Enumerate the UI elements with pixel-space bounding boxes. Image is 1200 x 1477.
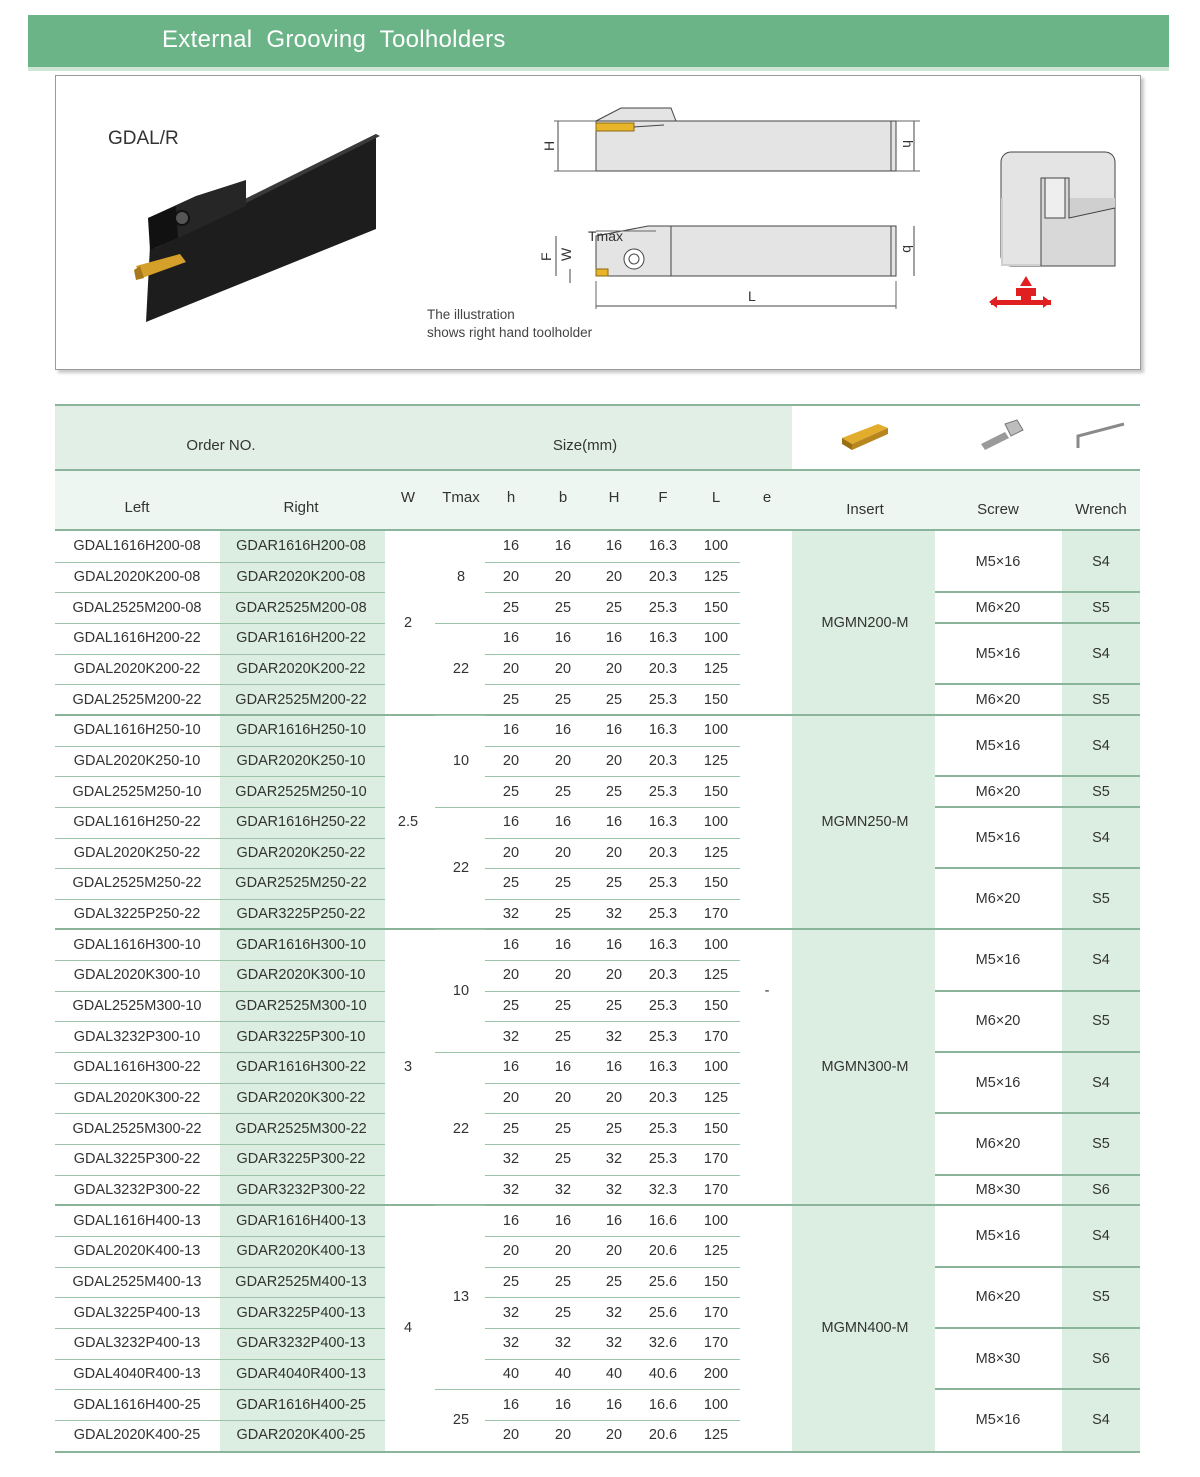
size-value: 25	[554, 1120, 572, 1137]
size-value: 125	[703, 752, 729, 769]
order-code: GDAL1616H200-08	[73, 538, 201, 555]
svg-text:h: h	[900, 140, 916, 148]
column-header-screw: Screw	[977, 501, 1019, 518]
screw-value: M5×16	[975, 553, 1021, 570]
size-value: 20	[605, 1090, 623, 1107]
wrench-value: S5	[1092, 783, 1110, 800]
order-code: GDAR2020K200-22	[236, 660, 366, 677]
order-code: GDAL2020K200-22	[73, 660, 201, 677]
size-value: 25	[605, 875, 623, 892]
tmax-value: 10	[452, 982, 470, 999]
order-code: GDAR1616H250-10	[236, 722, 366, 739]
size-value: 32	[605, 1028, 623, 1045]
size-value: 150	[703, 599, 729, 616]
size-value: 125	[703, 1427, 729, 1444]
column-header-e: e	[762, 489, 772, 506]
size-value: 16.3	[648, 814, 678, 831]
toolholder-3d-image	[126, 126, 386, 326]
size-value: 25.3	[648, 783, 678, 800]
order-code: GDAL2525M300-22	[72, 1120, 202, 1137]
column-header-h: h	[506, 489, 516, 506]
size-value: 32	[502, 1181, 520, 1198]
wrench-value: S4	[1092, 829, 1110, 846]
size-value: 25	[502, 691, 520, 708]
insert-icon	[838, 416, 892, 452]
order-code: GDAR3225P300-10	[236, 1028, 366, 1045]
size-value: 150	[703, 1273, 729, 1290]
order-code: GDAL2525M300-10	[72, 998, 202, 1015]
wrench-icon	[1072, 418, 1128, 452]
size-value: 170	[703, 1151, 729, 1168]
size-value: 25.3	[648, 906, 678, 923]
size-value: 25.6	[648, 1304, 678, 1321]
tmax-value: 22	[452, 1120, 470, 1137]
screw-value: M6×20	[975, 599, 1021, 616]
tmax-value: 22	[452, 860, 470, 877]
size-value: 16	[605, 630, 623, 647]
order-code: GDAR3225P400-13	[236, 1304, 366, 1321]
size-value: 25	[554, 691, 572, 708]
size-value: 25.3	[648, 998, 678, 1015]
size-value: 16.6	[648, 1212, 678, 1229]
size-value: 32.6	[648, 1335, 678, 1352]
size-value: 32	[502, 1028, 520, 1045]
order-code: GDAR2525M300-10	[235, 998, 367, 1015]
screw-value: M8×30	[975, 1350, 1021, 1367]
screw-value: M6×20	[975, 890, 1021, 907]
order-code: GDAL3225P300-22	[73, 1151, 201, 1168]
w-value: 2	[403, 614, 413, 631]
size-value: 16	[554, 1396, 572, 1413]
size-value: 20	[554, 1427, 572, 1444]
column-header-f: F	[658, 489, 668, 506]
size-value: 20	[605, 660, 623, 677]
column-header-insert: Insert	[846, 501, 884, 518]
column-header-b: b	[558, 489, 568, 506]
size-value: 16	[502, 538, 520, 555]
size-value: 20	[554, 1243, 572, 1260]
size-value: 20.6	[648, 1243, 678, 1260]
size-value: 150	[703, 691, 729, 708]
order-code: GDAR1616H200-08	[236, 538, 366, 555]
order-code: GDAR1616H300-10	[236, 936, 366, 953]
order-code: GDAR2020K400-13	[236, 1243, 366, 1260]
screw-value: M5×16	[975, 1074, 1021, 1091]
size-value: 25.3	[648, 1151, 678, 1168]
size-value: 25	[605, 998, 623, 1015]
size-value: 32	[502, 906, 520, 923]
tmax-value: 8	[456, 568, 466, 585]
size-value: 25.3	[648, 599, 678, 616]
svg-text:W: W	[558, 247, 574, 261]
column-header-h: H	[608, 489, 620, 506]
title-banner	[28, 15, 1169, 71]
size-value: 16	[502, 722, 520, 739]
wrench-value: S5	[1092, 599, 1110, 616]
size-value: 16	[502, 814, 520, 831]
screw-value: M8×30	[975, 1181, 1021, 1198]
size-value: 16.3	[648, 936, 678, 953]
order-code: GDAL2525M250-10	[72, 783, 202, 800]
insert-value: MGMN250-M	[821, 814, 909, 831]
svg-text:L: L	[748, 288, 756, 304]
size-value: 25	[605, 1120, 623, 1137]
wrench-value: S4	[1092, 1074, 1110, 1091]
order-code: GDAR2525M300-22	[235, 1120, 367, 1137]
column-header-l: L	[711, 489, 721, 506]
order-code: GDAR2020K250-22	[236, 844, 366, 861]
screw-icon	[977, 416, 1027, 456]
order-code: GDAL2020K250-10	[73, 752, 201, 769]
size-value: 125	[703, 660, 729, 677]
size-value: 170	[703, 1181, 729, 1198]
order-code: GDAL1616H200-22	[73, 630, 201, 647]
order-code: GDAL2525M250-22	[72, 875, 202, 892]
size-value: 32	[605, 1151, 623, 1168]
order-code: GDAR2020K200-08	[236, 568, 366, 585]
header-size: Size(mm)	[552, 437, 618, 454]
tmax-value: 22	[452, 660, 470, 677]
order-code: GDAL2525M400-13	[72, 1273, 202, 1290]
size-value: 20	[502, 1090, 520, 1107]
screw-value: M6×20	[975, 1013, 1021, 1030]
size-value: 20.3	[648, 1090, 678, 1107]
size-value: 100	[703, 630, 729, 647]
size-value: 16.3	[648, 722, 678, 739]
model-label: GDAL/R	[108, 128, 179, 149]
size-value: 20	[502, 568, 520, 585]
size-value: 20	[554, 752, 572, 769]
svg-text:Tmax: Tmax	[588, 228, 623, 244]
size-value: 25	[605, 691, 623, 708]
size-value: 25	[554, 1151, 572, 1168]
size-value: 16	[502, 936, 520, 953]
size-value: 32	[605, 1335, 623, 1352]
wrench-value: S4	[1092, 1411, 1110, 1428]
size-value: 20.3	[648, 660, 678, 677]
size-value: 170	[703, 906, 729, 923]
size-value: 20	[605, 967, 623, 984]
size-value: 125	[703, 844, 729, 861]
size-value: 32	[502, 1304, 520, 1321]
size-value: 16	[502, 1059, 520, 1076]
svg-text:b: b	[900, 245, 916, 253]
size-value: 16	[554, 1059, 572, 1076]
column-header-wrench: Wrench	[1075, 501, 1127, 518]
order-code: GDAL3232P300-10	[73, 1028, 201, 1045]
wrench-value: S4	[1092, 553, 1110, 570]
size-value: 16.3	[648, 630, 678, 647]
size-value: 25.6	[648, 1273, 678, 1290]
size-value: 25	[605, 599, 623, 616]
column-header-tmax: Tmax	[442, 489, 480, 506]
order-code: GDAR2525M400-13	[235, 1273, 367, 1290]
size-value: 20	[554, 568, 572, 585]
size-value: 32	[605, 1304, 623, 1321]
screw-value: M5×16	[975, 1227, 1021, 1244]
size-value: 125	[703, 568, 729, 585]
size-value: 25.3	[648, 875, 678, 892]
size-value: 25.3	[648, 691, 678, 708]
order-code: GDAL2525M200-22	[72, 691, 202, 708]
size-value: 16	[605, 538, 623, 555]
size-value: 25	[554, 783, 572, 800]
wrench-value: S6	[1092, 1181, 1110, 1198]
size-value: 25	[554, 998, 572, 1015]
size-value: 25	[554, 875, 572, 892]
order-code: GDAR2020K300-10	[236, 967, 366, 984]
size-value: 20	[605, 568, 623, 585]
size-value: 32	[554, 1335, 572, 1352]
size-value: 20	[554, 844, 572, 861]
order-code: GDAL2020K400-13	[73, 1243, 201, 1260]
wrench-value: S4	[1092, 737, 1110, 754]
size-value: 20	[502, 1427, 520, 1444]
size-value: 200	[703, 1365, 729, 1382]
wrench-value: S5	[1092, 1136, 1110, 1152]
size-value: 25	[554, 1273, 572, 1290]
size-value: 20.3	[648, 967, 678, 984]
order-code: GDAL2020K300-22	[73, 1090, 201, 1107]
size-value: 150	[703, 875, 729, 892]
order-code: GDAL3225P400-13	[73, 1304, 201, 1321]
size-value: 32	[502, 1151, 520, 1168]
size-value: 20.6	[648, 1427, 678, 1444]
size-value: 16	[502, 1212, 520, 1229]
order-code: GDAR2020K250-10	[236, 752, 366, 769]
column-header-w: W	[400, 489, 416, 506]
order-code: GDAL4040R400-13	[73, 1365, 201, 1382]
wrench-value: S5	[1092, 691, 1110, 708]
screw-value: M5×16	[975, 737, 1021, 754]
size-value: 20	[605, 1243, 623, 1260]
size-value: 25	[502, 1273, 520, 1290]
size-value: 25	[502, 875, 520, 892]
size-value: 20	[502, 660, 520, 677]
screw-value: M6×20	[975, 1136, 1021, 1152]
order-code: GDAL1616H400-13	[73, 1212, 201, 1229]
wrench-value: S5	[1092, 1289, 1110, 1306]
insert-value: MGMN400-M	[821, 1319, 909, 1336]
order-code: GDAL1616H300-22	[73, 1059, 201, 1076]
order-code: GDAR1616H200-22	[236, 630, 366, 647]
size-value: 20	[502, 752, 520, 769]
order-code: GDAR1616H250-22	[236, 814, 366, 831]
size-value: 150	[703, 998, 729, 1015]
size-value: 40	[502, 1365, 520, 1382]
size-value: 20	[605, 1427, 623, 1444]
order-code: GDAR3232P300-22	[236, 1181, 366, 1198]
screw-value: M5×16	[975, 829, 1021, 846]
size-value: 100	[703, 1059, 729, 1076]
insert-value: MGMN300-M	[821, 1059, 909, 1076]
screw-value: M6×20	[975, 691, 1021, 708]
size-value: 16	[554, 630, 572, 647]
e-value: -	[764, 982, 770, 999]
tmax-value: 13	[452, 1289, 470, 1306]
order-code: GDAL2525M200-08	[72, 599, 202, 616]
size-value: 25.3	[648, 1028, 678, 1045]
size-value: 20	[605, 844, 623, 861]
order-code: GDAL2020K400-25	[73, 1427, 201, 1444]
size-value: 100	[703, 722, 729, 739]
order-code: GDAR3232P400-13	[236, 1335, 366, 1352]
size-value: 16	[605, 722, 623, 739]
order-code: GDAL3232P300-22	[73, 1181, 201, 1198]
size-value: 20.3	[648, 844, 678, 861]
order-code: GDAL2020K200-08	[73, 568, 201, 585]
size-value: 32	[605, 1181, 623, 1198]
wrench-value: S5	[1092, 1013, 1110, 1030]
w-value: 2.5	[397, 814, 419, 831]
size-value: 25	[502, 998, 520, 1015]
size-value: 25	[605, 1273, 623, 1290]
size-value: 16	[605, 936, 623, 953]
size-value: 16	[605, 814, 623, 831]
screw-value: M5×16	[975, 952, 1021, 969]
order-code: GDAL3225P250-22	[73, 906, 201, 923]
size-value: 40	[554, 1365, 572, 1382]
size-value: 16	[554, 936, 572, 953]
size-value: 16	[554, 1212, 572, 1229]
size-value: 16	[605, 1059, 623, 1076]
size-value: 40	[605, 1365, 623, 1382]
order-code: GDAR3225P300-22	[236, 1151, 366, 1168]
order-code: GDAR3225P250-22	[236, 906, 366, 923]
size-value: 170	[703, 1028, 729, 1045]
size-value: 32	[605, 906, 623, 923]
size-value: 20.3	[648, 568, 678, 585]
order-code: GDAR1616H400-25	[236, 1396, 366, 1413]
order-code: GDAL1616H250-22	[73, 814, 201, 831]
size-value: 20	[554, 660, 572, 677]
size-value: 125	[703, 967, 729, 984]
size-value: 100	[703, 1396, 729, 1413]
tmax-value: 10	[452, 752, 470, 769]
size-value: 16	[605, 1396, 623, 1413]
order-code: GDAL2020K250-22	[73, 844, 201, 861]
order-code: GDAL1616H300-10	[73, 936, 201, 953]
size-value: 16	[605, 1212, 623, 1229]
size-value: 32	[554, 1181, 572, 1198]
size-value: 100	[703, 538, 729, 555]
size-value: 25	[502, 783, 520, 800]
svg-text:F: F	[538, 252, 554, 261]
page-title: External Grooving Toolholders	[162, 26, 506, 53]
size-value: 16	[554, 814, 572, 831]
size-value: 25	[502, 599, 520, 616]
order-code: GDAR1616H400-13	[236, 1212, 366, 1229]
order-code: GDAR2525M250-22	[235, 875, 367, 892]
size-value: 150	[703, 1120, 729, 1137]
size-value: 20	[605, 752, 623, 769]
end-view-image	[981, 148, 1121, 318]
screw-value: M6×20	[975, 1289, 1021, 1306]
size-value: 25	[605, 783, 623, 800]
order-code: GDAR2525M200-22	[235, 691, 367, 708]
order-code: GDAR2020K400-25	[236, 1427, 366, 1444]
header-order-no: Order NO.	[186, 437, 256, 454]
order-code: GDAL3232P400-13	[73, 1335, 201, 1352]
size-value: 20	[502, 1243, 520, 1260]
size-value: 20	[502, 967, 520, 984]
illustration-note: The illustration shows right hand toolholder	[427, 307, 593, 340]
wrench-value: S5	[1092, 890, 1110, 907]
wrench-value: S4	[1092, 952, 1110, 969]
order-code: GDAL2020K300-10	[73, 967, 201, 984]
order-code: GDAL1616H250-10	[73, 722, 201, 739]
tmax-value: 25	[452, 1411, 470, 1428]
size-value: 25	[554, 906, 572, 923]
order-code: GDAR2525M250-10	[235, 783, 367, 800]
insert-value: MGMN200-M	[821, 614, 909, 631]
size-value: 16	[554, 722, 572, 739]
order-code: GDAL1616H400-25	[73, 1396, 201, 1413]
size-value: 100	[703, 814, 729, 831]
wrench-value: S4	[1092, 645, 1110, 662]
screw-value: M5×16	[975, 645, 1021, 662]
order-code: GDAR1616H300-22	[236, 1059, 366, 1076]
size-value: 32.3	[648, 1181, 678, 1198]
size-value: 20	[554, 1090, 572, 1107]
size-value: 16.3	[648, 538, 678, 555]
size-value: 16	[502, 630, 520, 647]
size-value: 40.6	[648, 1365, 678, 1382]
size-value: 20.3	[648, 752, 678, 769]
size-value: 20	[502, 844, 520, 861]
order-code: GDAR2525M200-08	[235, 599, 367, 616]
screw-value: M5×16	[975, 1411, 1021, 1428]
size-value: 150	[703, 783, 729, 800]
size-value: 20	[554, 967, 572, 984]
size-value: 25	[554, 599, 572, 616]
technical-drawing	[536, 101, 936, 321]
size-value: 32	[502, 1335, 520, 1352]
size-value: 125	[703, 1243, 729, 1260]
screw-value: M6×20	[975, 783, 1021, 800]
size-value: 100	[703, 936, 729, 953]
size-value: 100	[703, 1212, 729, 1229]
column-header-right: Right	[283, 499, 319, 516]
w-value: 4	[403, 1319, 413, 1336]
size-value: 25	[502, 1120, 520, 1137]
size-value: 170	[703, 1335, 729, 1352]
svg-text:H: H	[541, 140, 557, 151]
wrench-value: S4	[1092, 1227, 1110, 1244]
size-value: 16.6	[648, 1396, 678, 1413]
size-value: 25	[554, 1304, 572, 1321]
order-code: GDAR2020K300-22	[236, 1090, 366, 1107]
size-value: 25.3	[648, 1120, 678, 1137]
w-value: 3	[403, 1059, 413, 1076]
order-code: GDAR4040R400-13	[236, 1365, 366, 1382]
column-header-left: Left	[124, 499, 150, 516]
size-value: 16	[554, 538, 572, 555]
size-value: 125	[703, 1090, 729, 1107]
wrench-value: S6	[1092, 1350, 1110, 1367]
size-value: 170	[703, 1304, 729, 1321]
illustration-panel	[55, 75, 1141, 370]
size-value: 25	[554, 1028, 572, 1045]
size-value: 16.3	[648, 1059, 678, 1076]
size-value: 16	[502, 1396, 520, 1413]
